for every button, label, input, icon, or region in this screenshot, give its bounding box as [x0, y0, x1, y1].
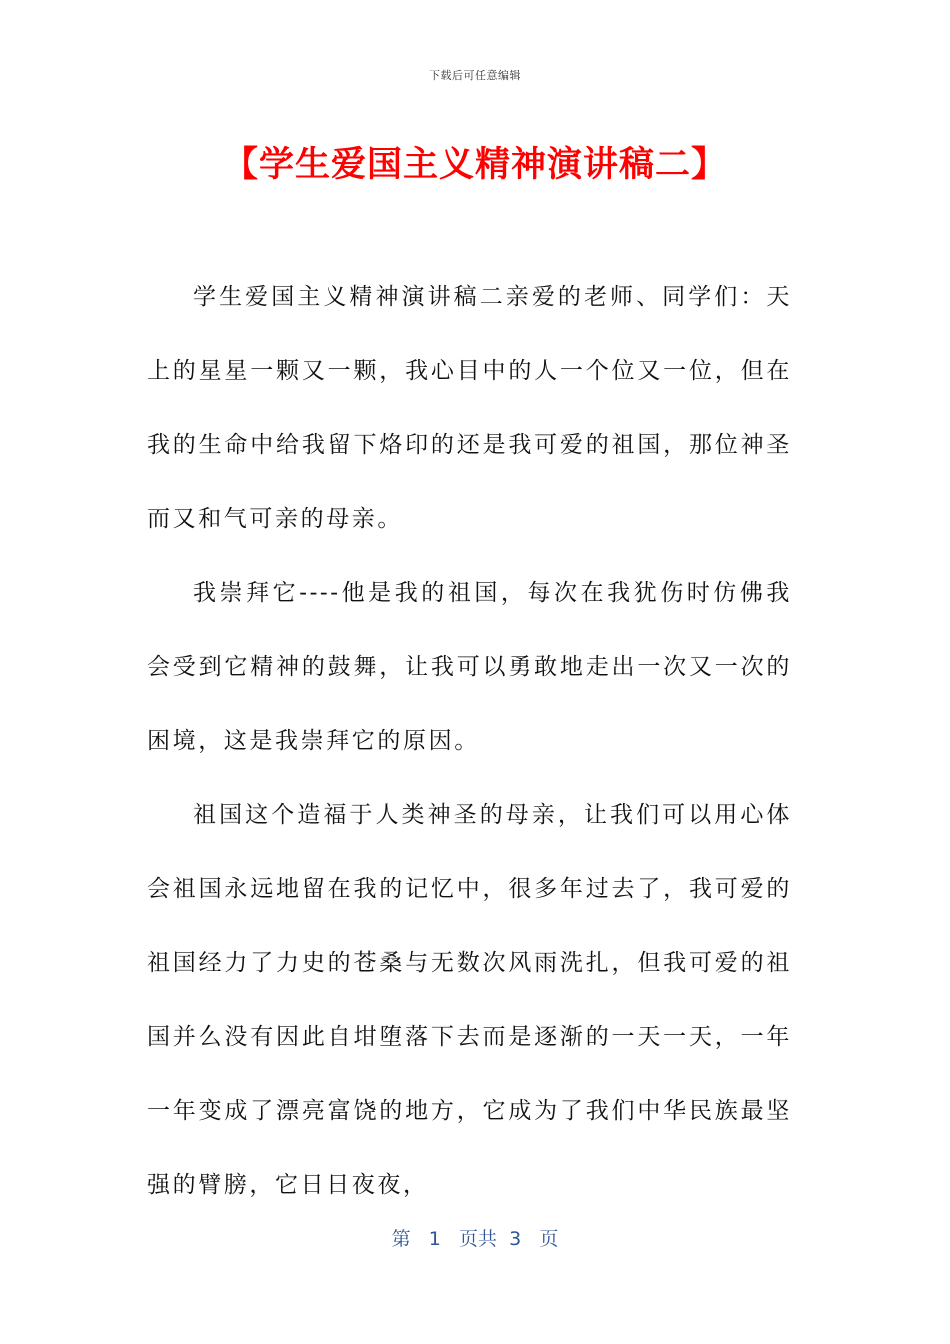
footer-page-prefix: 第	[391, 1228, 411, 1250]
footer-current-page: 1	[428, 1228, 441, 1250]
footer-page-mid: 页共	[459, 1228, 498, 1250]
paragraph-3: 祖国这个造福于人类神圣的母亲，让我们可以用心体会祖国永远地留在我的记忆中，很多年过去了，我可爱的祖国经力了力史的苍桑与无数次风雨洗扎，但我可爱的祖国并么没有因此自坩堕落下去而是逐渐的一天一天，一年一年变成了漂亮富饶的地方，它成为了我们中华民族最坚强的臂膀，它日日夜夜，	[147, 802, 792, 1198]
page-footer	[0, 1224, 950, 1251]
header-note: 下载后可任意编辑	[429, 69, 521, 82]
footer-total-pages: 3	[509, 1228, 522, 1250]
document-body	[147, 260, 792, 1222]
document-title: 【学生爱国主义精神演讲稿二】	[222, 145, 727, 185]
footer-page-suffix: 页	[539, 1228, 559, 1250]
paragraph-1: 学生爱国主义精神演讲稿二亲爱的老师、同学们：天上的星星一颗又一颗，我心目中的人一个位又一位，但在我的生命中给我留下烙印的还是我可爱的祖国，那位神圣而又和气可亲的母亲。	[147, 284, 792, 532]
paragraph-2: 我崇拜它----他是我的祖国，每次在我犹伤时仿佛我会受到它精神的鼓舞，让我可以勇敢地走出一次又一次的困境，这是我崇拜它的原因。	[147, 580, 792, 754]
